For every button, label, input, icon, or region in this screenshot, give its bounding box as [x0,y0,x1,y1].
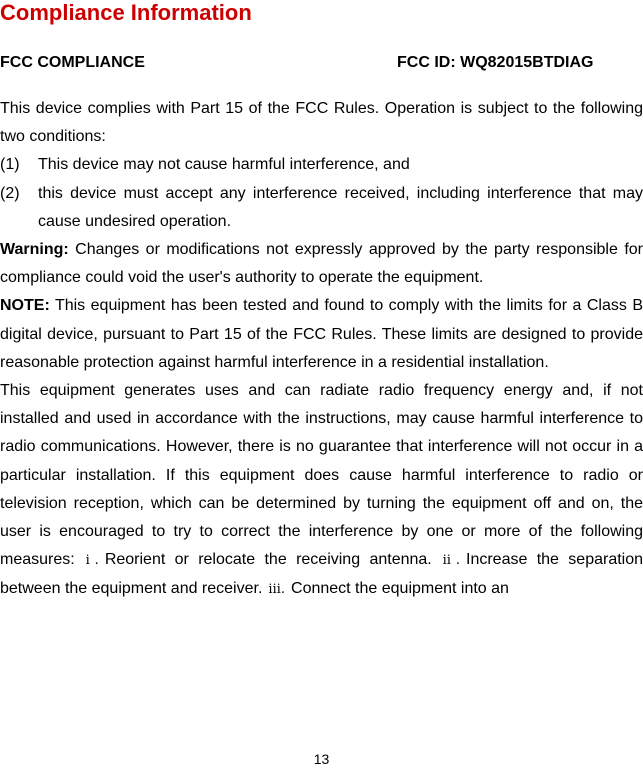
fcc-header [0,53,643,73]
note-text: This equipment has been tested and found to comply with the limits for a Class B digital device, pursuant to Part 15 of the FCC Rules. These limits are designed to provide reasonable protection against harmful interference in a residential installation. [0,297,643,371]
measure-text: Connect the equipment into an [291,580,509,598]
measure-text: Increase the separation between the equipment and receiver. [0,551,643,598]
interference-paragraph [0,377,643,605]
condition-text: This device may not cause harmful interference, and [38,156,410,174]
warning-text: Changes or modifications not expressly approved by the party responsible for compliance could void the user's authority to operate the equipment. [0,241,643,287]
interference-text: This equipment generates uses and can radiate radio frequency energy and, if not installed and used in accordance with the instructions, may cause harmful interference to radio communications. However, there is no guarantee that interference will not occur in a particular installation. If this equipment does cause harmful interference to radio or television reception, which can be determined by turning the equipment off and on, the user is encouraged to try to correct the interference by one or more of the following measures: [0,382,643,569]
measure-marker: ⅲ. [268,582,286,598]
warning-paragraph [0,236,643,292]
condition-item [0,180,643,236]
warning-label: Warning: [0,241,69,259]
document-body [0,95,643,605]
condition-number: (1) [0,156,20,174]
page-number: 13 [313,751,330,767]
measure-marker: ⅰ. [80,553,99,569]
page-title: Compliance Information [0,0,252,25]
condition-text: this device must accept any interference received, including interference that may cause undesired operation. [38,184,643,230]
note-paragraph [0,292,643,377]
measure-marker: ⅱ. [437,553,460,569]
note-label: NOTE: [0,297,50,315]
fcc-compliance-heading: FCC COMPLIANCE [0,54,145,71]
measure-text: Reorient or relocate the receiving antenna. [104,551,432,569]
condition-item [0,151,643,179]
fcc-id: FCC ID: WQ82015BTDIAG [397,54,594,71]
condition-number: (2) [0,184,20,202]
intro-paragraph: This device complies with Part 15 of the FCC Rules. Operation is subject to the following two conditions: [0,100,643,146]
